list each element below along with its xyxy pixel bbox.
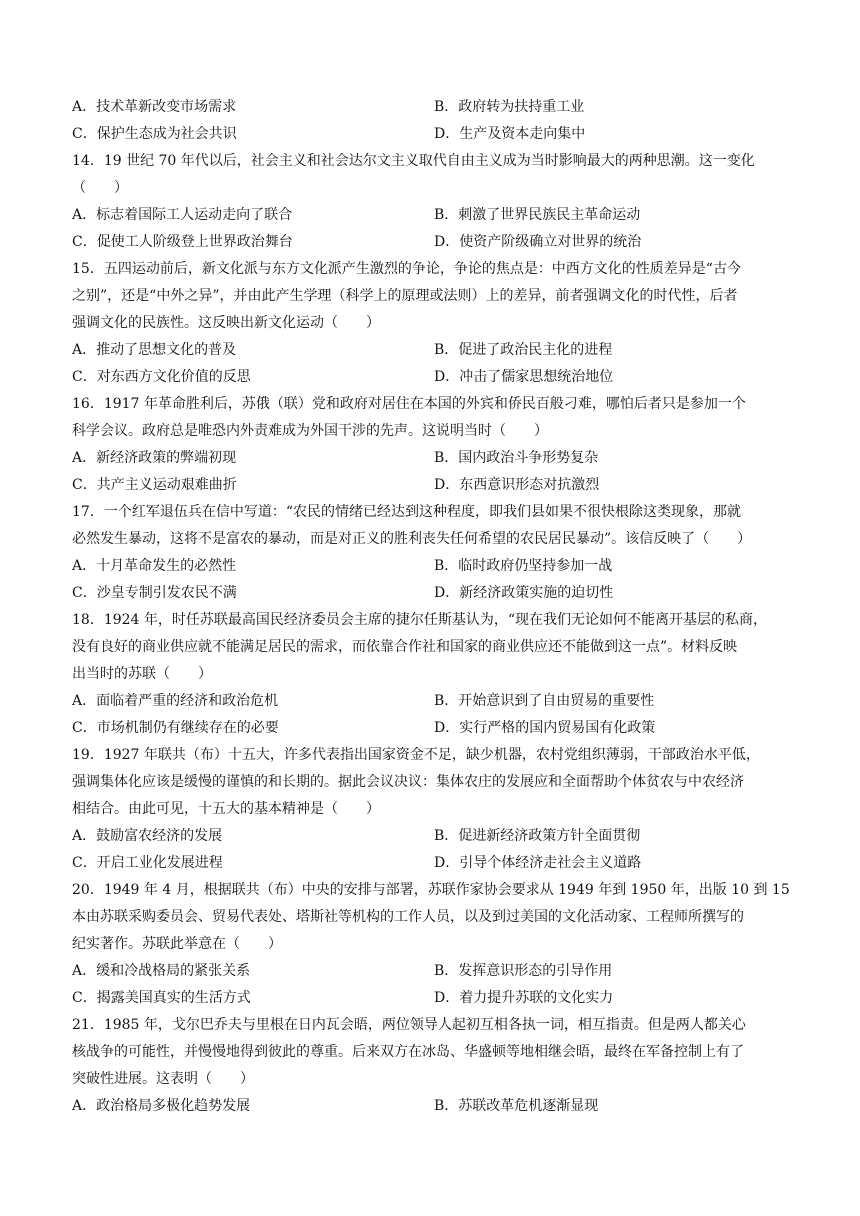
option-d[interactable]: D．新经济政策实施的迫切性 [434,585,614,601]
option-d[interactable]: D．生产及资本走向集中 [434,126,586,142]
option-b[interactable]: B．政府转为扶持重工业 [434,99,585,115]
options-row [72,229,792,256]
option-c[interactable]: C．市场机制仍有继续存在的必要 [72,720,279,736]
option-a[interactable]: A．技术革新改变市场需求 [72,99,237,115]
options-row [72,472,792,499]
question-list [72,94,792,1120]
option-a[interactable]: A．缓和冷战格局的紧张关系 [72,963,251,979]
option-c[interactable]: C．沙皇专制引发农民不满 [72,585,237,601]
option-a[interactable]: A．新经济政策的弊端初现 [72,450,237,466]
options-row [72,850,792,877]
question-21 [72,1012,792,1120]
question-stem: 16．1917 年革命胜利后，苏俄（联）党和政府对居住在本国的外宾和侨民百般刁难，哪怕后者只是参加一个 [72,396,746,412]
option-d[interactable]: D．实行严格的国内贸易国有化政策 [434,720,656,736]
option-d[interactable]: D．着力提升苏联的文化实力 [434,990,614,1006]
options-row [72,553,792,580]
question-stem: 强调集体化应该是缓慢的谨慎的和长期的。据此会议决议：集体农庄的发展应和全面帮助个体贫农与中农经济 [72,774,744,790]
option-b[interactable]: B．临时政府仍坚持参加一战 [434,558,613,574]
option-a[interactable]: A．鼓励富农经济的发展 [72,828,223,844]
question-19 [72,742,792,877]
options-row [72,580,792,607]
question-stem: 之别”，还是“中外之异”，并由此产生学理（科学上的原理或法则）上的差异，前者强调文化的时代性，后者 [72,288,738,304]
options-row [72,202,792,229]
question-stem: 相结合。由此可见，十五大的基本精神是（ ） [72,801,380,817]
option-c[interactable]: C．开启工业化发展进程 [72,855,223,871]
question-stem: （ ） [72,180,128,196]
option-b[interactable]: B．发挥意识形态的引导作用 [434,963,613,979]
question-15 [72,256,792,391]
options-row [72,337,792,364]
option-a[interactable]: A．政治格局多极化趋势发展 [72,1098,251,1114]
question-stem: 20．1949 年 4 月，根据联共（布）中央的安排与部署，苏联作家协会要求从 1949 年到 1950 年，出版 10 到 15 [72,882,790,898]
options-row [72,958,792,985]
option-c[interactable]: C．对东西方文化价值的反思 [72,369,251,385]
question-16 [72,391,792,499]
options-row [72,715,792,742]
question-stem: 14．19 世纪 70 年代以后，社会主义和社会达尔文主义取代自由主义成为当时影响最大的两种思潮。这一变化 [72,153,755,169]
option-b[interactable]: B．苏联改革危机逐渐显现 [434,1098,599,1114]
question-stem: 没有良好的商业供应就不能满足居民的需求，而依靠合作社和国家的商业供应还不能做到这一点”。材料反映 [72,639,738,655]
options-row [72,445,792,472]
question-20 [72,877,792,1012]
option-a[interactable]: A．面临着严重的经济和政治危机 [72,693,279,709]
question-14 [72,148,792,256]
question-stem: 科学会议。政府总是唯恐内外责难成为外国干涉的先声。这说明当时（ ） [72,423,548,439]
option-a[interactable]: A．推动了思想文化的普及 [72,342,237,358]
question-stem: 19．1927 年联共（布）十五大，许多代表指出国家资金不足，缺少机器，农村党组织薄弱，干部政治水平低， [72,747,760,763]
question-stem: 18．1924 年，时任苏联最高国民经济委员会主席的捷尔任斯基认为，“现在我们无论如何不能离开基层的私商， [72,612,768,628]
options-row [72,364,792,391]
options-row [72,1093,792,1120]
option-a[interactable]: A．标志着国际工人运动走向了联合 [72,207,293,223]
question-stem: 本由苏联采购委员会、贸易代表处、塔斯社等机构的工作人员，以及到过美国的文化活动家、工程师所撰写的 [72,909,744,925]
option-b[interactable]: B．国内政治斗争形势复杂 [434,450,599,466]
option-b[interactable]: B．开始意识到了自由贸易的重要性 [434,693,655,709]
option-c[interactable]: C．促使工人阶级登上世界政治舞台 [72,234,293,250]
options-row [72,688,792,715]
question-stem: 17．一个红军退伍兵在信中写道：“农民的情绪已经达到这种程度，即我们县如果不很快根除这类现象，那就 [72,504,741,520]
option-d[interactable]: D．使资产阶级确立对世界的统治 [434,234,642,250]
question-stem: 核战争的可能性，并慢慢地得到彼此的尊重。后来双方在冰岛、华盛顿等地相继会晤，最终在军备控制上有了 [72,1044,744,1060]
option-d[interactable]: D．引导个体经济走社会主义道路 [434,855,642,871]
question-stem: 21．1985 年，戈尔巴乔夫与里根在日内瓦会晤，两位领导人起初互相各执一词，相互指责。但是两人都关心 [72,1017,746,1033]
options-row [72,985,792,1012]
question-18 [72,607,792,742]
option-b[interactable]: B．促进新经济政策方针全面贯彻 [434,828,641,844]
option-d[interactable]: D．东西意识形态对抗激烈 [434,477,600,493]
options-row [72,823,792,850]
option-b[interactable]: B．刺激了世界民族民主革命运动 [434,207,641,223]
question-stem: 强调文化的民族性。这反映出新文化运动（ ） [72,315,380,331]
options-row [72,94,792,121]
question-13 [72,94,792,148]
question-17 [72,499,792,607]
option-c[interactable]: C．共产主义运动艰难曲折 [72,477,237,493]
option-c[interactable]: C．保护生态成为社会共识 [72,126,237,142]
question-stem: 15．五四运动前后，新文化派与东方文化派产生激烈的争论，争论的焦点是：中西方文化的性质差异是“古今 [72,261,741,277]
question-stem: 必然发生暴动，这将不是富农的暴动，而是对正义的胜利丧失任何希望的农民居民暴动”。该信反映了（ ） [72,531,752,547]
option-c[interactable]: C．揭露美国真实的生活方式 [72,990,251,1006]
option-a[interactable]: A．十月革命发生的必然性 [72,558,237,574]
question-stem: 突破性进展。这表明（ ） [72,1071,254,1087]
question-stem: 出当时的苏联（ ） [72,666,212,682]
options-row [72,121,792,148]
question-stem: 纪实著作。苏联此举意在（ ） [72,936,282,952]
option-d[interactable]: D．冲击了儒家思想统治地位 [434,369,614,385]
option-b[interactable]: B．促进了政治民主化的进程 [434,342,613,358]
